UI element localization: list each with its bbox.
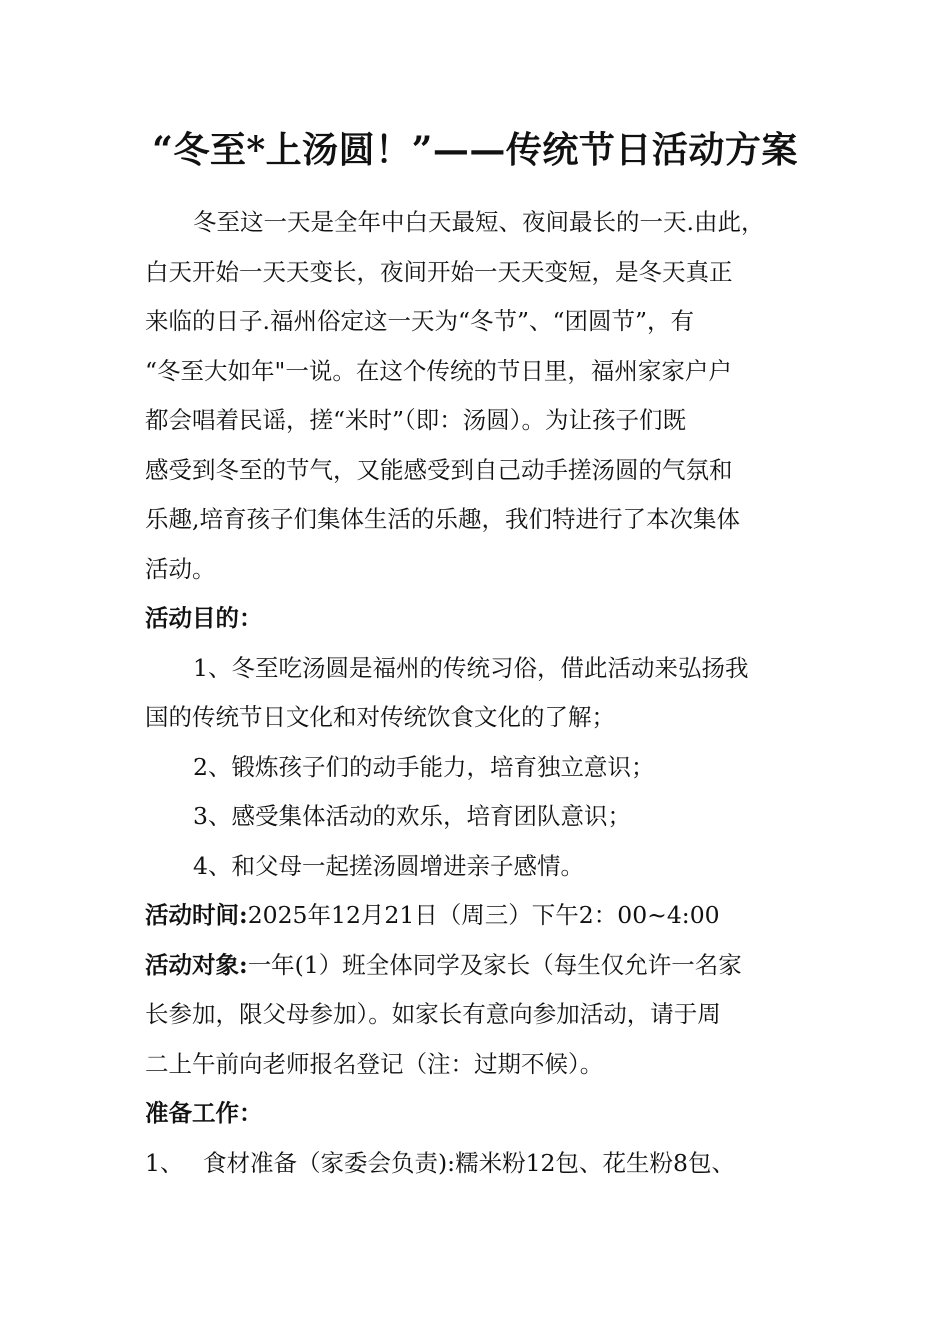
- purpose-item-1: 1、冬至吃汤圆是福州的传统习俗，借此活动来弘扬我: [193, 653, 749, 682]
- intro-line-3: 来临的日子.福州俗定这一天为“冬节”、“团圆节”，有: [145, 307, 695, 335]
- purpose-item-1-cont: 国的传统节日文化和对传统饮食文化的了解；: [145, 703, 615, 731]
- purpose-item-2: 2、锻炼孩子们的动手能力，培育独立意识；: [193, 752, 655, 781]
- intro-line-8: 活动。: [145, 554, 216, 583]
- document-body: [145, 198, 825, 1188]
- purpose-item-4: 4、和父母一起搓汤圆增进亲子感情。: [193, 851, 584, 880]
- target-line-3: 二上午前向老师报名登记（注：过期不候）。: [145, 1049, 604, 1078]
- intro-line-7: 乐趣,培育孩子们集体生活的乐趣，我们特进行了本次集体: [145, 505, 740, 533]
- target-line-2: 长参加，限父母参加）。如家长有意向参加活动，请于周: [145, 1000, 721, 1028]
- time-value: 2025年12月21日（周三）下午2：00~4:00: [247, 901, 720, 929]
- document-title: “冬至*上汤圆！”——传统节日活动方案: [152, 129, 798, 171]
- intro-line-4: “冬至大如年"一说。在这个传统的节日里，福州家家户户: [145, 356, 732, 385]
- purpose-item-3: 3、感受集体活动的欢乐，培育团队意识；: [193, 802, 631, 830]
- intro-line-5: 都会唱着民谣，搓“米时”（即：汤圆）。为让孩子们既: [145, 406, 687, 434]
- target-row: [145, 941, 825, 991]
- prep-heading: 准备工作：: [145, 1099, 263, 1127]
- intro-line-1: 冬至这一天是全年中白天最短、夜间最长的一天.由此，: [193, 208, 765, 236]
- intro-line-6: 感受到冬至的节气，又能感受到自己动手搓汤圆的气氛和: [145, 455, 733, 484]
- prep-item-1: [145, 1139, 825, 1189]
- intro-line-2: 白天开始一天天变长，夜间开始一天天变短，是冬天真正: [145, 257, 733, 286]
- time-row: [145, 891, 825, 941]
- target-label: 活动对象:: [145, 950, 248, 979]
- time-label: 活动时间:: [145, 901, 248, 929]
- prep-item-1-text: 食材准备（家委会负责):糯米粉12包、花生粉8包、: [203, 1148, 735, 1177]
- purpose-heading: 活动目的：: [145, 604, 263, 632]
- prep-item-1-number: 1、: [145, 1148, 184, 1177]
- target-line-1: 一年(1）班全体同学及家长（每生仅允许一名家: [247, 950, 742, 979]
